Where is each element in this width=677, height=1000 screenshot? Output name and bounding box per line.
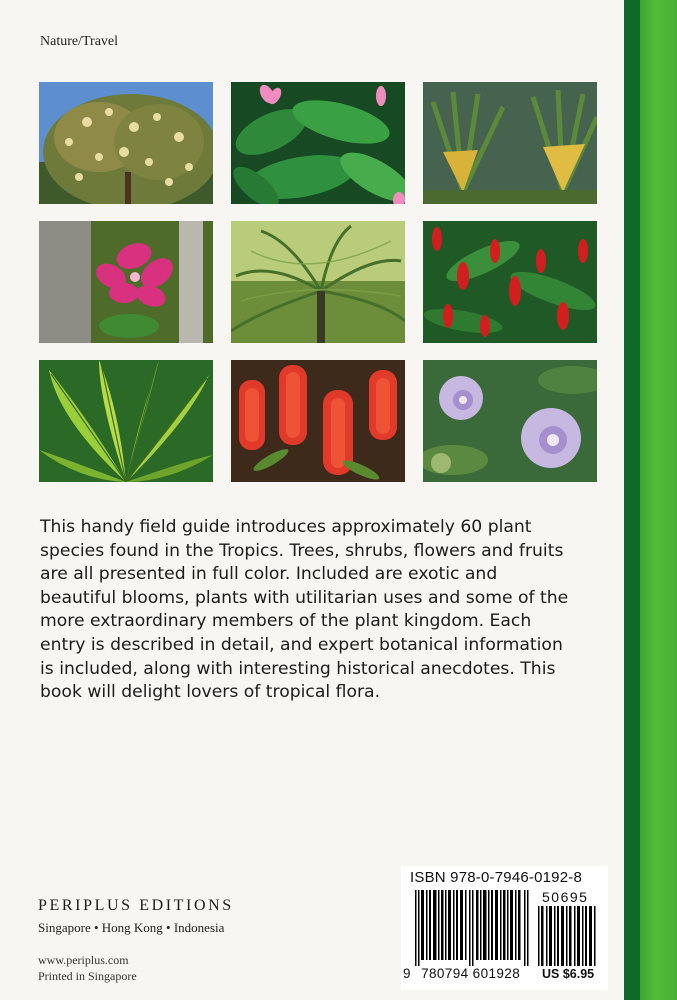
photo-flowering-tree xyxy=(39,82,213,204)
barcode-icon xyxy=(415,890,529,966)
blurb-line: book will delight lovers of tropical flora. xyxy=(40,682,381,703)
barcode-first-digit: 9 xyxy=(403,966,411,981)
description-blurb xyxy=(40,516,610,705)
blurb-line: species found in the Tropics. Trees, shrubs, flowers and fruits xyxy=(40,540,564,561)
price-label: US $6.95 xyxy=(542,967,595,981)
photo-travellers-palm xyxy=(423,82,597,204)
spine-dark-stripe xyxy=(624,0,640,1000)
photo-bottlebrush xyxy=(231,360,405,482)
photo-birds-nest-fern xyxy=(39,360,213,482)
addon-barcode-icon xyxy=(538,906,597,966)
category-label: Nature/Travel xyxy=(40,34,119,49)
isbn-number: ISBN 978-0-7946-0192-8 xyxy=(410,869,583,886)
blurb-line: entry is described in detail, and expert botanical information xyxy=(40,634,563,655)
blurb-line: This handy field guide introduces approximately 60 plant xyxy=(40,517,532,537)
photo-tree-fern xyxy=(231,221,405,343)
barcode-addon-number: 50695 xyxy=(542,889,589,905)
photo-trumpet-flowers xyxy=(423,360,597,482)
blurb-line: more extraordinary members of the plant kingdom. Each xyxy=(40,611,532,632)
publisher-locations: Singapore • Hong Kong • Indonesia xyxy=(38,920,225,935)
blurb-line: beautiful blooms, plants with utilitarian uses and some of the xyxy=(40,587,569,608)
printed-in: Printed in Singapore xyxy=(38,969,137,983)
publisher-name: PERIPLUS EDITIONS xyxy=(38,897,234,914)
blurb-line: is included, along with interesting historical anecdotes. This xyxy=(40,658,556,679)
publisher-website[interactable]: www.periplus.com xyxy=(38,953,129,967)
photo-ginger-leaves xyxy=(231,82,405,204)
blurb-line: are all presented in full color. Included are exotic and xyxy=(40,564,498,585)
photo-orchid-tree-flower xyxy=(39,221,213,343)
barcode-digits xyxy=(403,966,520,981)
spine-light-stripe xyxy=(640,0,677,1000)
barcode-digit-groups: 780794 601928 xyxy=(421,966,521,981)
photo-red-ginger xyxy=(423,221,597,343)
